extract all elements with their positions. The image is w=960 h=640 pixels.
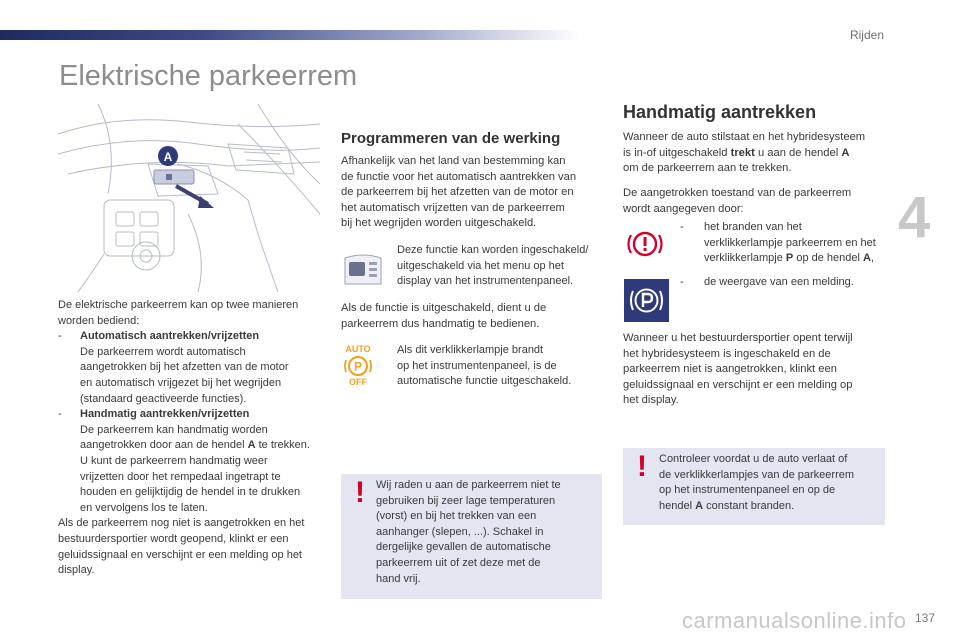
item-line: verklikkerlampje parkeerrem en het: [704, 236, 876, 249]
manual-note-paragraph: [341, 301, 603, 332]
menu-note-line: display van het instrumentenpaneel.: [397, 275, 574, 288]
warning-line: op het instrumentenpaneel en op de: [659, 484, 836, 497]
paragraph-line: het automatisch vrijzetten van de parkeerrem: [341, 201, 565, 214]
list-dash: -: [58, 408, 62, 421]
mode-auto-title: Automatisch aantrekken/vrijzetten: [80, 330, 260, 343]
outro-line: display.: [58, 564, 95, 577]
paragraph-line: wordt aangegeven door:: [623, 202, 744, 215]
list-dash: -: [680, 276, 684, 288]
warning-exclamation-icon: !: [355, 476, 365, 509]
paragraph-line: geluidssignaal en verschijnt er een melding op: [623, 378, 853, 391]
chapter-number: 4: [898, 185, 931, 250]
auto-note-line: Als dit verklikkerlampje brandt: [397, 344, 544, 356]
paragraph-line: Wanneer u het bestuurdersportier opent terwijl: [623, 332, 853, 344]
manual-apply-paragraph: [623, 130, 893, 177]
menu-note-line: Deze functie kan worden ingeschakeld/: [397, 244, 589, 256]
mode-manual-line: en vervolgens los te laten.: [80, 501, 208, 514]
menu-note-line: uitgeschakeld via het menu op het: [397, 259, 564, 272]
mode-manual-line: U kunt de parkeerrem handmatig weer: [80, 454, 268, 467]
paragraph-line: het display.: [623, 394, 679, 407]
left-column: [58, 298, 323, 579]
check-lamps-warning-box: [623, 448, 885, 525]
paragraph-line: Als de functie is uitgeschakeld, dient u de: [341, 302, 547, 314]
auto-note-line: op het instrumentenpaneel, is de: [397, 359, 557, 372]
auto-icon-bottom: OFF: [349, 377, 367, 387]
mode-manual-line: De parkeerrem kan handmatig worden: [80, 423, 268, 436]
paragraph-line: bij het wegrijden worden uitgeschakeld.: [341, 217, 537, 230]
mode-auto: [58, 329, 323, 407]
indication-paragraph: [623, 186, 893, 217]
lever-label-text: A: [163, 150, 173, 164]
menu-note: [397, 243, 607, 290]
mode-manual-line: vrijzetten door het rempedaal ingetrapt te: [80, 470, 281, 483]
paragraph-line: is in-of uitgeschakeld trekt u aan de hendel A: [623, 146, 850, 159]
heading-manual-apply: Handmatig aantrekken: [623, 102, 817, 122]
warning-line: dergelijke gevallen de automatische: [376, 541, 551, 554]
mode-manual-title: Handmatig aantrekken/vrijzetten: [80, 408, 250, 421]
item-line: verklikkerlampje P op de hendel A,: [704, 252, 875, 265]
temperature-warning-box: [341, 474, 602, 599]
paragraph-line: parkeerrem dus handmatig te bedienen.: [341, 317, 540, 330]
auto-icon-letter: P: [353, 359, 363, 374]
parking-p-display-icon: [624, 279, 669, 322]
paragraph-line: om de parkeerrem aan te trekken.: [623, 162, 792, 175]
watermark: carmanualsonline.info: [682, 608, 907, 633]
warning-line: de verklikkerlampjes van de parkeerrem: [659, 468, 855, 481]
paragraph-line: Wanneer de auto stilstaat en het hybridesysteem: [623, 131, 866, 143]
item-line: de weergave van een melding.: [704, 276, 854, 288]
warning-line: hand vrij.: [376, 572, 421, 585]
mode-auto-line: (standaard geactiveerde functies).: [80, 392, 247, 405]
brake-warning-lamp-icon: [625, 227, 665, 261]
mode-manual-line: aangetrokken door aan de hendel A te trekken.: [80, 439, 310, 452]
mode-manual-line: houden en gelijktijdig de hendel in te drukken: [80, 486, 301, 499]
warning-line: gebruiken bij zeer lage temperaturen: [376, 494, 556, 507]
auto-note-line: automatische functie uitgeschakeld.: [397, 375, 572, 388]
warning-line: Controleer voordat u de auto verlaat of: [659, 453, 848, 465]
list-dash: -: [680, 221, 684, 233]
outro-line: Als de parkeerrem nog niet is aangetrokken en het: [58, 517, 305, 530]
mode-manual: [58, 407, 323, 516]
header-color-bar: [0, 30, 580, 40]
mode-auto-line: aangetrokken bij het afzetten van de motor: [80, 361, 289, 374]
programming-paragraph: [341, 154, 603, 232]
intro-text: De elektrische parkeerrem kan op twee manieren worden bediend:: [58, 299, 299, 327]
page-title: Elektrische parkeerrem: [59, 60, 358, 92]
display-menu-icon: [341, 250, 385, 288]
door-open-paragraph: [623, 331, 893, 409]
paragraph-line: de parkeerrem bij het afzetten van de motor en: [341, 186, 574, 199]
warning-line: (vorst) en bij het trekken van een: [376, 510, 537, 523]
indicator-item-lamps: [680, 220, 890, 267]
auto-icon-top: AUTO: [345, 344, 371, 354]
paragraph-line: de functie voor het automatisch aantrekken van: [341, 170, 577, 183]
warning-line: aanhanger (slepen, ...). Schakel in: [376, 525, 544, 538]
section-label: Rijden: [849, 28, 884, 42]
mode-auto-line: De parkeerrem wordt automatisch: [80, 345, 246, 358]
warning-line: hendel A constant branden.: [659, 499, 795, 512]
page-number: 137: [915, 611, 936, 625]
paragraph-line: parkeerrem niet is aangetrokken, klinkt een: [623, 363, 837, 376]
list-dash: -: [58, 330, 62, 343]
dashboard-illustration: [58, 104, 320, 292]
temperature-warning-text: [376, 478, 598, 587]
outro-line: bestuurdersportier wordt geopend, klinkt er een: [58, 532, 289, 545]
check-lamps-warning-text: [659, 452, 881, 514]
paragraph-line: De aangetrokken toestand van de parkeerrem: [623, 187, 852, 199]
outro-line: geluidssignaal en verschijnt er een melding op het: [58, 548, 302, 561]
warning-exclamation-icon: !: [637, 450, 647, 483]
auto-p-off-icon: [341, 343, 375, 387]
warning-line: Wij raden u aan de parkeerrem niet te: [376, 479, 561, 491]
paragraph-line: Afhankelijk van het land van bestemming kan: [341, 155, 566, 167]
warning-line: parkeerrem uit of zet deze met de: [376, 556, 541, 569]
item-line: het branden van het: [704, 221, 802, 233]
heading-programming: Programmeren van de werking: [341, 130, 561, 147]
mode-auto-line: en automatisch vrijgezet bij het wegrijden: [80, 376, 282, 389]
paragraph-line: het hybridesysteem is ingeschakeld en de: [623, 347, 831, 360]
auto-note: [397, 343, 607, 390]
indicator-item-message: [680, 275, 890, 291]
